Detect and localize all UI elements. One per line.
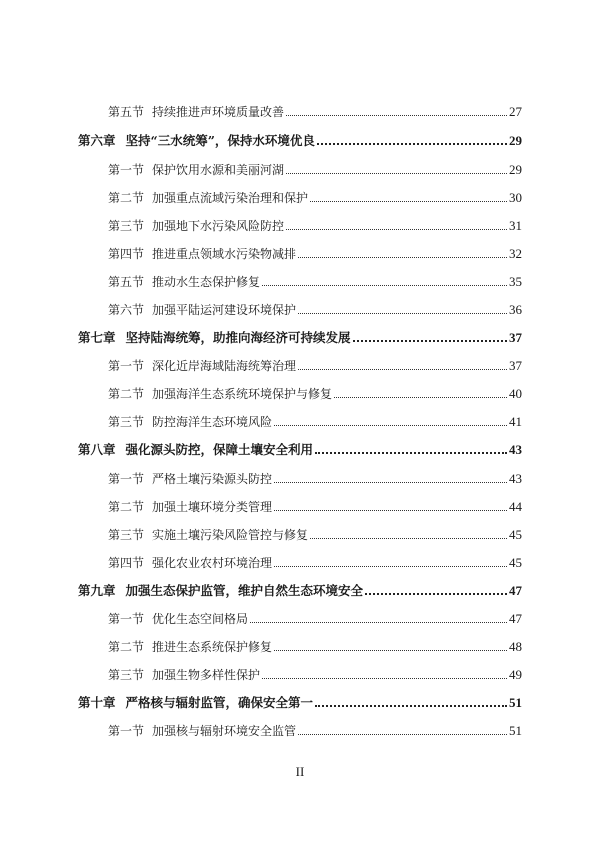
toc-entry-title: 推进重点领域水污染物减排 [152,247,297,261]
toc-entry-page: 37 [509,330,522,345]
toc-entry-page: 27 [509,104,522,119]
toc-entry-number: 第九章 [78,583,116,598]
toc-entry-page: 44 [509,499,522,514]
toc-entry-number: 第一节 [108,359,145,373]
toc-entry-section[interactable] [108,639,522,655]
dot-leader [286,229,507,230]
toc-entry-number: 第四节 [108,556,145,570]
dot-leader [317,143,507,145]
toc-entry-chapter[interactable] [78,133,522,149]
toc-entry-page: 49 [509,667,522,682]
toc-entry-section[interactable] [108,555,522,571]
toc-entry-page: 30 [509,190,522,205]
dot-leader [274,650,507,651]
toc-entry-number: 第三节 [108,219,145,233]
toc-entry-chapter[interactable] [78,583,522,599]
toc-entry-title: 坚持“三水统筹”，保持水环境优良 [125,133,315,148]
dot-leader [262,285,507,286]
toc-entry-number: 第八章 [78,442,116,457]
toc-entry-title: 加强平陆运河建设环境保护 [152,303,297,317]
toc-entry-page: 43 [509,471,522,486]
toc-entry-section[interactable] [108,104,522,120]
dot-leader [353,340,507,342]
toc-entry-chapter[interactable] [78,442,522,458]
toc-entry-title: 保护饮用水源和美丽河湖 [152,163,285,177]
toc-entry-page: 40 [509,386,522,401]
toc-entry-section[interactable] [108,358,522,374]
toc-entry-section[interactable] [108,162,522,178]
toc-entry-title: 防控海洋生态环境风险 [152,415,273,429]
dot-leader [334,397,507,398]
toc-entry-page: 45 [509,527,522,542]
toc-entry-page: 45 [509,555,522,570]
toc-entry-chapter[interactable] [78,330,522,346]
toc-entry-section[interactable] [108,274,522,290]
toc-entry-number: 第六章 [78,133,116,148]
toc-entry-page: 48 [509,639,522,654]
toc-entry-title: 严格核与辐射监管，确保安全第一 [125,695,314,710]
toc-entry-page: 36 [509,302,522,317]
toc-entry-title: 强化源头防控，保障土壤安全利用 [125,442,314,457]
toc-entry-page: 41 [509,414,522,429]
toc-entry-chapter[interactable] [78,695,522,711]
dot-leader [310,201,507,202]
dot-leader [286,115,507,116]
toc-entry-page: 29 [509,133,522,148]
toc-entry-section[interactable] [108,218,522,234]
toc-entry-number: 第四节 [108,247,145,261]
toc-entry-page: 51 [509,723,522,738]
dot-leader [310,538,507,539]
toc-entry-title: 加强重点流域污染治理和保护 [152,191,309,205]
toc-entry-section[interactable] [108,471,522,487]
toc-entry-number: 第一节 [108,612,145,626]
toc-entry-number: 第二节 [108,640,145,654]
toc-entry-section[interactable] [108,499,522,515]
toc-entry-title: 优化生态空间格局 [152,612,249,626]
toc-entry-title: 严格土壤污染源头防控 [152,472,273,486]
toc-entry-section[interactable] [108,302,522,318]
dot-leader [286,173,507,174]
toc-entry-number: 第二节 [108,387,145,401]
toc-entry-number: 第三节 [108,528,145,542]
dot-leader [274,482,507,483]
toc-entry-number: 第二节 [108,500,145,514]
toc-entry-title: 加强生态保护监管，维护自然生态环境安全 [125,583,364,598]
toc-entry-title: 强化农业农村环境治理 [152,556,273,570]
toc-entry-number: 第三节 [108,668,145,682]
toc-entry-section[interactable] [108,667,522,683]
dot-leader [274,510,507,511]
dot-leader [250,622,507,623]
toc-entry-title: 加强生物多样性保护 [152,668,261,682]
dot-leader [298,734,507,735]
toc-entry-page: 37 [509,358,522,373]
toc-entry-title: 推动水生态保护修复 [152,275,261,289]
toc-entry-section[interactable] [108,246,522,262]
toc-entry-number: 第六节 [108,303,145,317]
toc-entry-number: 第十章 [78,695,116,710]
dot-leader [262,678,507,679]
toc-entry-title: 实施土壤污染风险管控与修复 [152,528,309,542]
toc-entry-page: 32 [509,246,522,261]
toc-entry-page: 35 [509,274,522,289]
toc-entry-number: 第三节 [108,415,145,429]
toc-entry-page: 43 [509,442,522,457]
toc-entry-section[interactable] [108,611,522,627]
dot-leader [298,257,507,258]
toc-entry-number: 第一节 [108,163,145,177]
toc-entry-page: 31 [509,218,522,233]
toc-entry-title: 加强核与辐射环境安全监管 [152,724,297,738]
toc-entry-title: 加强地下水污染风险防控 [152,219,285,233]
toc-entry-title: 加强土壤环境分类管理 [152,500,273,514]
toc-entry-number: 第一节 [108,472,145,486]
toc-entry-number: 第五节 [108,105,145,119]
page-number-footer: II [295,764,305,779]
toc-entry-title: 坚持陆海统筹，助推向海经济可持续发展 [125,330,351,345]
toc-entry-title: 深化近岸海域陆海统筹治理 [152,359,297,373]
dot-leader [315,705,507,707]
toc-entry-section[interactable] [108,723,522,739]
toc-entry-section[interactable] [108,414,522,430]
toc-entry-section[interactable] [108,527,522,543]
toc-entry-page: 47 [509,611,522,626]
toc-entry-section[interactable] [108,190,522,206]
toc-entry-title: 推进生态系统保护修复 [152,640,273,654]
toc-entry-number: 第五节 [108,275,145,289]
toc-entry-page: 47 [509,583,522,598]
toc-entry-section[interactable] [108,386,522,402]
dot-leader [298,313,507,314]
dot-leader [274,566,507,567]
dot-leader [274,425,507,426]
toc-entry-page: 29 [509,162,522,177]
toc-entry-number: 第二节 [108,191,145,205]
toc-entry-title: 加强海洋生态系统环境保护与修复 [152,387,333,401]
dot-leader [315,452,507,454]
toc-entry-number: 第一节 [108,724,145,738]
toc-entry-title: 持续推进声环境质量改善 [152,105,285,119]
toc-entry-page: 51 [509,695,522,710]
dot-leader [298,369,507,370]
dot-leader [365,593,507,595]
toc-entry-number: 第七章 [78,330,116,345]
